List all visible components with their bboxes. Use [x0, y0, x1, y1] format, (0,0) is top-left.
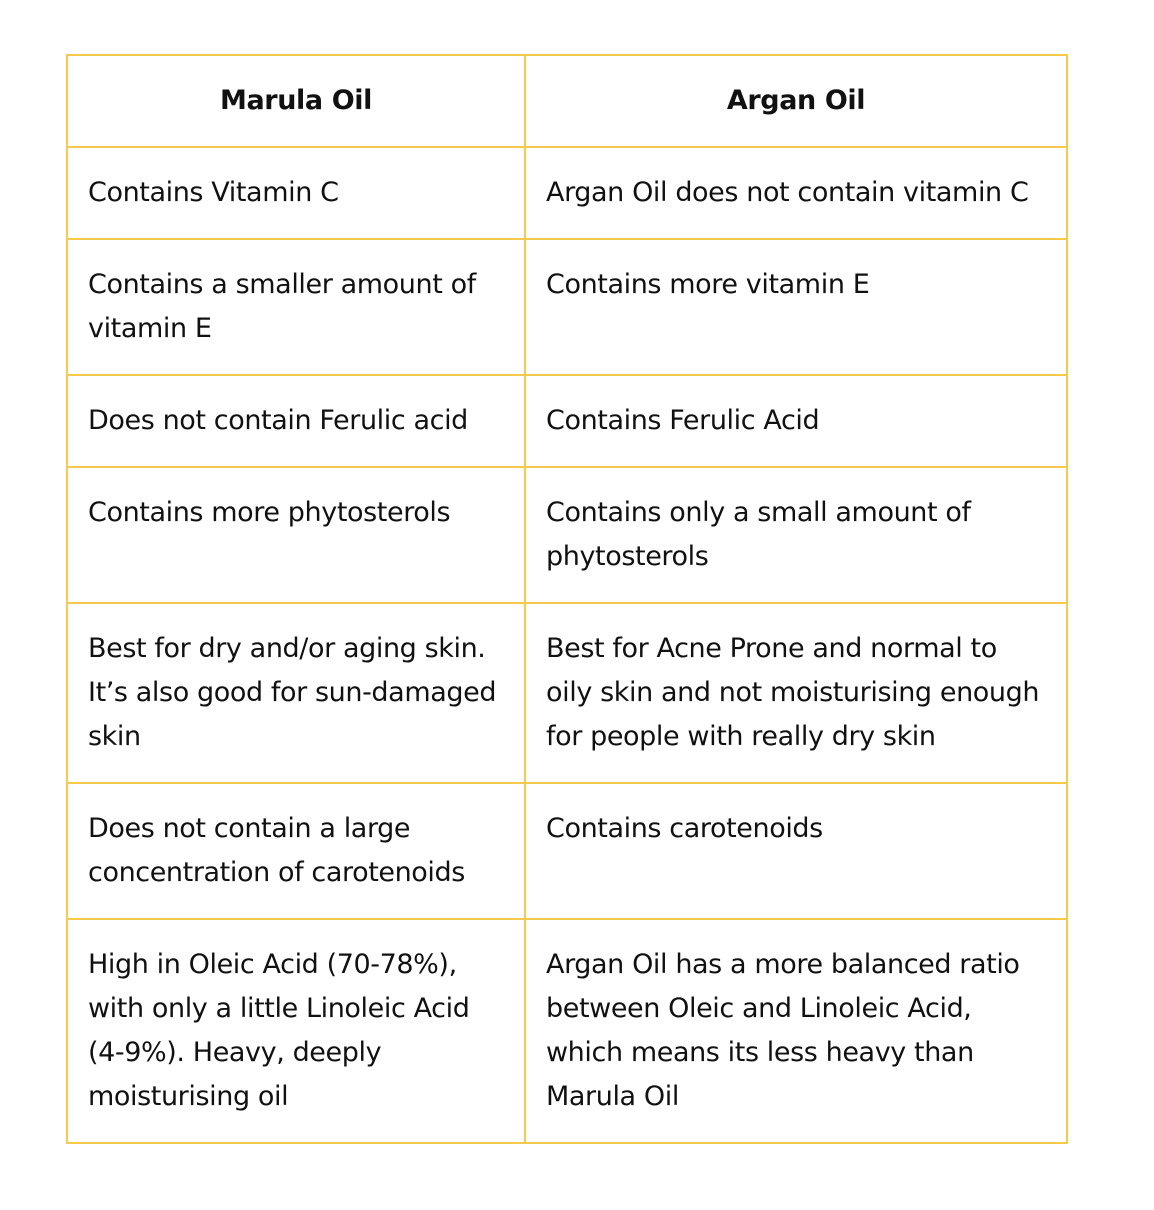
table-row	[67, 783, 1067, 919]
argan-cell: Argan Oil has a more balanced ratio between Oleic and Linoleic Acid, which means its less heavy than Marula Oil	[525, 919, 1067, 1143]
column-header-marula: Marula Oil	[67, 55, 525, 147]
argan-cell: Contains only a small amount of phytosterols	[525, 467, 1067, 603]
argan-cell: Contains more vitamin E	[525, 239, 1067, 375]
argan-cell: Best for Acne Prone and normal to oily skin and not moisturising enough for people with really dry skin	[525, 603, 1067, 783]
argan-cell: Contains Ferulic Acid	[525, 375, 1067, 467]
argan-cell: Contains carotenoids	[525, 783, 1067, 919]
marula-cell: Does not contain Ferulic acid	[67, 375, 525, 467]
marula-cell: Contains Vitamin C	[67, 147, 525, 239]
column-header-argan: Argan Oil	[525, 55, 1067, 147]
table-row	[67, 919, 1067, 1143]
table-row	[67, 603, 1067, 783]
marula-cell: Contains a smaller amount of vitamin E	[67, 239, 525, 375]
table-header-row	[67, 55, 1067, 147]
oil-comparison-table	[66, 54, 1068, 1144]
marula-cell: Does not contain a large concentration of carotenoids	[67, 783, 525, 919]
marula-cell: Contains more phytosterols	[67, 467, 525, 603]
table-row	[67, 147, 1067, 239]
marula-cell: High in Oleic Acid (70-78%), with only a little Linoleic Acid (4-9%). Heavy, deeply moisturising oil	[67, 919, 525, 1143]
table-row	[67, 467, 1067, 603]
table-row	[67, 239, 1067, 375]
marula-cell: Best for dry and/or aging skin. It’s also good for sun-damaged skin	[67, 603, 525, 783]
table-row	[67, 375, 1067, 467]
argan-cell: Argan Oil does not contain vitamin C	[525, 147, 1067, 239]
